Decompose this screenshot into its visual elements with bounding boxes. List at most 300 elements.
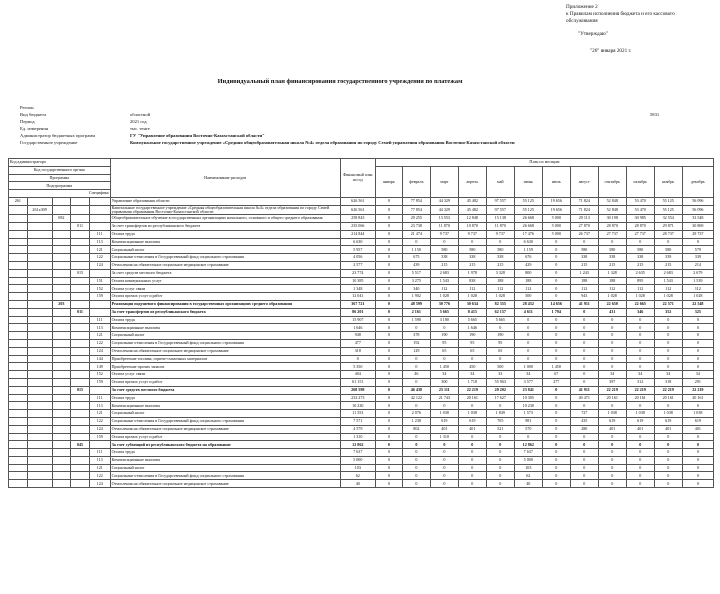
month-value-cell: 3 577 <box>514 378 542 386</box>
month-value-cell: 22 219 <box>626 386 654 394</box>
month-value-cell: 3 328 <box>486 269 514 277</box>
month-value-cell: 0 <box>375 324 402 332</box>
month-value-cell: 1 573 <box>514 410 542 418</box>
code-cell <box>71 464 90 472</box>
code-cell <box>71 277 90 285</box>
code-cell <box>9 347 28 355</box>
month-value-cell: 0 <box>570 378 598 386</box>
code-cell: 015 <box>71 386 90 394</box>
expense-name-cell: Управление образования области <box>110 197 340 205</box>
month-value-cell: 0 <box>542 269 570 277</box>
month-value-cell: 1 000 <box>514 363 542 371</box>
annual-total-cell: 11 553 <box>340 410 375 418</box>
code-cell <box>52 371 71 379</box>
annual-total-cell: 1 310 <box>340 433 375 441</box>
code-cell <box>9 300 28 308</box>
table-row <box>9 205 714 214</box>
code-cell <box>27 347 52 355</box>
code-cell <box>9 472 28 480</box>
month-value-cell: 0 <box>375 456 402 464</box>
month-value-cell: 0 <box>542 425 570 433</box>
annual-total-cell: 12 862 <box>340 441 375 449</box>
code-cell <box>27 293 52 301</box>
code-cell <box>71 456 90 464</box>
code-cell: 011 <box>71 308 90 316</box>
code-cell <box>9 339 28 347</box>
month-value-cell: 6 630 <box>514 238 542 246</box>
month-value-cell: 0 <box>626 480 654 488</box>
month-value-cell: 0 <box>682 441 713 449</box>
meta-value: областной <box>130 112 151 117</box>
code-cell <box>71 300 90 308</box>
month-value-cell: 0 <box>570 371 598 379</box>
month-value-cell: 19 656 <box>542 205 570 214</box>
month-value-cell: 0 <box>375 386 402 394</box>
month-value-cell: 0 <box>626 238 654 246</box>
expense-name-cell: Оплата коммунальных услуг <box>110 277 340 285</box>
annual-total-cell: 7 571 <box>340 417 375 425</box>
month-value-cell: 0 <box>375 269 402 277</box>
month-value-cell: 77 854 <box>402 205 430 214</box>
code-cell <box>89 215 110 223</box>
code-cell <box>71 197 90 205</box>
month-value-cell: 0 <box>654 238 682 246</box>
code-cell <box>9 410 28 418</box>
month-value-cell: 1 539 <box>682 277 713 285</box>
month-value-cell: 112 <box>626 285 654 293</box>
expense-name-cell: Оплата прочих услуг и работ <box>110 378 340 386</box>
code-cell <box>27 386 52 394</box>
month-value-cell: 13 553 <box>430 215 458 223</box>
header-month-11: ноябрь <box>654 166 682 197</box>
month-value-cell: 55 125 <box>654 205 682 214</box>
month-value-cell: 0 <box>570 363 598 371</box>
code-cell <box>52 410 71 418</box>
meta-value: тыс. тенге <box>130 126 150 131</box>
month-value-cell: 0 <box>375 261 402 269</box>
code-cell <box>27 285 52 293</box>
month-value-cell: 0 <box>654 433 682 441</box>
month-value-cell: 0 <box>375 293 402 301</box>
code-cell <box>71 261 90 269</box>
expense-name-cell: За счет трансфертов из республиканского бюджета <box>110 308 340 316</box>
month-value-cell: 215 <box>598 261 626 269</box>
month-value-cell: 15 138 <box>486 215 514 223</box>
month-value-cell: 30 634 <box>458 300 486 308</box>
month-value-cell: 27 737 <box>626 230 654 238</box>
month-value-cell: 0 <box>375 246 402 254</box>
month-value-cell: 312 <box>626 378 654 386</box>
code-cell <box>27 300 52 308</box>
code-cell <box>71 417 90 425</box>
month-value-cell: 0 <box>542 238 570 246</box>
header-month-4: апрель <box>458 166 486 197</box>
code-cell <box>9 402 28 410</box>
month-value-cell: 346 <box>626 308 654 316</box>
month-value-cell: 580 <box>654 246 682 254</box>
month-value-cell: 1 038 <box>626 410 654 418</box>
expense-name-cell: Оплата труда <box>110 316 340 324</box>
month-value-cell: 0 <box>542 441 570 449</box>
month-value-cell: 0 <box>430 472 458 480</box>
expense-name-cell: Общеобразовательное обучение в государственных организациях начального, основного и общего среднего образования <box>110 215 340 223</box>
annual-total-cell: 626 561 <box>340 197 375 205</box>
month-value-cell: 0 <box>598 339 626 347</box>
month-value-cell: 112 <box>458 285 486 293</box>
month-value-cell: 401 <box>598 425 626 433</box>
header-month-5: май <box>486 166 514 197</box>
month-value-cell: 56 096 <box>682 205 713 214</box>
code-cell <box>9 246 28 254</box>
table-row <box>9 215 714 223</box>
month-value-cell: 0 <box>542 246 570 254</box>
code-cell: 124 <box>89 347 110 355</box>
code-cell <box>27 215 52 223</box>
month-value-cell: 0 <box>486 480 514 488</box>
month-value-cell: 22 219 <box>458 386 486 394</box>
month-value-cell: 1 038 <box>654 410 682 418</box>
month-value-cell: 0 <box>682 402 713 410</box>
month-value-cell: 1 159 <box>514 246 542 254</box>
month-value-cell: 0 <box>430 238 458 246</box>
month-value-cell: 0 <box>486 472 514 480</box>
header-month-3: март <box>430 166 458 197</box>
month-value-cell: 215 <box>486 261 514 269</box>
month-value-cell: 1 902 <box>402 293 430 301</box>
month-value-cell: 0 <box>458 472 486 480</box>
month-value-cell: 0 <box>570 347 598 355</box>
month-value-cell: 0 <box>570 308 598 316</box>
code-cell <box>52 230 71 238</box>
month-value-cell: 34 <box>682 371 713 379</box>
meta-key: Период <box>20 119 35 124</box>
month-value-cell: 0 <box>430 456 458 464</box>
month-value-cell: 5 665 <box>486 316 514 324</box>
header-specifics: Специфика <box>9 190 111 198</box>
month-value-cell: 215 <box>570 261 598 269</box>
month-value-cell: 0 <box>458 480 486 488</box>
month-value-cell: 0 <box>514 355 542 363</box>
month-value-cell: 0 <box>682 363 713 371</box>
code-cell <box>52 254 71 262</box>
month-value-cell: 29 871 <box>654 222 682 230</box>
meta-key: Ед. измерения <box>20 126 48 131</box>
month-value-cell: 1 328 <box>598 269 626 277</box>
month-value-cell: 0 <box>514 316 542 324</box>
month-value-cell: 34 <box>458 371 486 379</box>
expense-name-cell: Отчисления на обязательное социальное медицинское страхование <box>110 425 340 433</box>
month-value-cell: 190 <box>486 332 514 340</box>
code-cell <box>27 277 52 285</box>
month-value-cell: 0 <box>598 355 626 363</box>
month-value-cell: 439 <box>402 261 430 269</box>
code-cell: 111 <box>89 449 110 457</box>
month-value-cell: 4 611 <box>514 308 542 316</box>
table-row <box>9 386 714 394</box>
month-value-cell: 340 <box>402 285 430 293</box>
code-cell: 151 <box>89 277 110 285</box>
month-value-cell: 41 911 <box>570 300 598 308</box>
month-value-cell: 338 <box>626 254 654 262</box>
annual-total-cell: 258 843 <box>340 215 375 223</box>
month-value-cell: 0 <box>654 339 682 347</box>
code-cell <box>89 300 110 308</box>
annual-total-cell: 1 348 <box>340 285 375 293</box>
table-row <box>9 464 714 472</box>
code-cell <box>71 324 90 332</box>
month-value-cell: 0 <box>430 441 458 449</box>
code-cell <box>27 308 52 316</box>
month-value-cell: 0 <box>542 293 570 301</box>
month-value-cell: 580 <box>598 246 626 254</box>
code-cell <box>52 363 71 371</box>
code-cell: 113 <box>89 456 110 464</box>
month-value-cell: 5 665 <box>458 316 486 324</box>
table-row <box>9 277 714 285</box>
month-value-cell: 95 <box>430 339 458 347</box>
code-cell <box>52 222 71 230</box>
month-value-cell: 29 255 <box>402 215 430 223</box>
table-row <box>9 339 714 347</box>
month-value-cell: 0 <box>375 308 402 316</box>
code-cell: 261 <box>9 197 28 205</box>
meta-key: Вид бюджета <box>20 112 47 117</box>
month-value-cell: 0 <box>486 449 514 457</box>
month-value-cell: 8 415 <box>458 308 486 316</box>
month-value-cell: 0 <box>682 472 713 480</box>
month-value-cell: 0 <box>626 402 654 410</box>
meta-row <box>20 111 710 118</box>
code-cell: 122 <box>89 254 110 262</box>
code-cell <box>27 339 52 347</box>
table-row <box>9 441 714 449</box>
approval-block <box>566 4 716 55</box>
code-cell <box>71 293 90 301</box>
month-value-cell: 2 076 <box>402 410 430 418</box>
code-cell: 111 <box>89 230 110 238</box>
month-value-cell: 0 <box>458 355 486 363</box>
meta-row <box>20 118 710 125</box>
month-value-cell: 338 <box>598 254 626 262</box>
annual-total-cell: 23 774 <box>340 269 375 277</box>
month-value-cell: 580 <box>486 246 514 254</box>
month-value-cell: 5 000 <box>514 456 542 464</box>
month-value-cell: 397 <box>598 378 626 386</box>
code-cell: 144 <box>89 355 110 363</box>
month-value-cell: 0 <box>598 456 626 464</box>
code-cell: 082 <box>52 215 71 223</box>
month-value-cell: 0 <box>514 324 542 332</box>
month-value-cell: 29 113 <box>570 215 598 223</box>
month-value-cell: 129 <box>402 347 430 355</box>
month-value-cell: 0 <box>542 394 570 402</box>
annual-total-cell: 318 <box>340 347 375 355</box>
month-value-cell: 22 665 <box>626 300 654 308</box>
month-value-cell: 0 <box>486 402 514 410</box>
table-row <box>9 456 714 464</box>
meta-value <box>130 104 710 111</box>
code-cell <box>9 332 28 340</box>
month-value-cell: 0 <box>402 238 430 246</box>
month-value-cell: 28 737 <box>654 230 682 238</box>
month-value-cell: 22 219 <box>598 386 626 394</box>
month-value-cell: 0 <box>654 324 682 332</box>
month-value-cell: 0 <box>375 277 402 285</box>
month-value-cell: 318 <box>654 378 682 386</box>
month-value-cell: 0 <box>542 254 570 262</box>
month-value-cell: 0 <box>542 472 570 480</box>
annual-total-cell: 86 201 <box>340 308 375 316</box>
code-cell: 121 <box>89 246 110 254</box>
expense-name-cell: За счет средств местного бюджета <box>110 269 340 277</box>
month-value-cell: 112 <box>682 285 713 293</box>
month-value-cell: 0 <box>626 472 654 480</box>
month-value-cell: 0 <box>682 332 713 340</box>
month-value-cell: 1 028 <box>626 293 654 301</box>
code-cell <box>9 205 28 214</box>
month-value-cell: 20 161 <box>682 394 713 402</box>
month-value-cell: 103 <box>514 464 542 472</box>
month-value-cell: 5 000 <box>542 215 570 223</box>
month-value-cell: 981 <box>514 417 542 425</box>
month-value-cell: 0 <box>598 332 626 340</box>
table-row <box>9 332 714 340</box>
code-cell <box>9 394 28 402</box>
code-cell <box>9 441 28 449</box>
code-cell <box>52 316 71 324</box>
annual-total-cell: 10 230 <box>340 402 375 410</box>
month-value-cell: 20 161 <box>654 394 682 402</box>
meta-key: Государственное учреждение <box>20 140 78 145</box>
code-cell: 113 <box>89 324 110 332</box>
month-value-cell: 1 028 <box>430 293 458 301</box>
annual-total-cell: 1 646 <box>340 324 375 332</box>
code-cell: 122 <box>89 417 110 425</box>
month-value-cell: 215 <box>654 261 682 269</box>
code-cell <box>71 449 90 457</box>
month-value-cell: 0 <box>626 355 654 363</box>
month-value-cell: 1 450 <box>542 363 570 371</box>
month-value-cell: 55 963 <box>486 378 514 386</box>
annual-total-cell: 15 907 <box>340 316 375 324</box>
expense-name-cell: Приобретение топлива, горюче-смазочных материалов <box>110 355 340 363</box>
month-value-cell: 675 <box>402 254 430 262</box>
code-cell: 121 <box>89 410 110 418</box>
month-value-cell: 0 <box>375 355 402 363</box>
code-cell <box>9 222 28 230</box>
month-value-cell: 5 517 <box>402 269 430 277</box>
header-program: Программа <box>9 174 111 182</box>
code-cell: 124 <box>89 261 110 269</box>
month-value-cell: 0 <box>402 449 430 457</box>
month-value-cell: 401 <box>430 425 458 433</box>
table-row <box>9 449 714 457</box>
month-value-cell: 0 <box>570 402 598 410</box>
expense-name-cell: Социальный налог <box>110 464 340 472</box>
month-value-cell: 12 862 <box>514 441 542 449</box>
month-value-cell: 435 <box>570 417 598 425</box>
month-value-cell: 21 474 <box>402 230 430 238</box>
code-cell <box>27 238 52 246</box>
expense-name-cell: Компенсационные выплаты <box>110 402 340 410</box>
month-value-cell: 0 <box>570 339 598 347</box>
month-value-cell: 62 157 <box>486 308 514 316</box>
month-value-cell: 0 <box>654 472 682 480</box>
month-value-cell: 0 <box>486 324 514 332</box>
expense-name-cell: Оплата прочих услуг и работ <box>110 433 340 441</box>
month-value-cell: 215 <box>458 261 486 269</box>
code-cell <box>9 417 28 425</box>
approval-date: "26" января 2021 г. <box>590 48 632 54</box>
month-value-cell: 22 548 <box>682 300 713 308</box>
month-value-cell: 0 <box>375 230 402 238</box>
month-value-cell: 727 <box>570 410 598 418</box>
month-value-cell: 0 <box>626 347 654 355</box>
month-value-cell: 579 <box>682 246 713 254</box>
expense-name-cell: Социальный налог <box>110 332 340 340</box>
table-row <box>9 371 714 379</box>
month-value-cell: 190 <box>430 332 458 340</box>
code-cell <box>52 246 71 254</box>
month-value-cell: 0 <box>402 378 430 386</box>
month-value-cell: 1 038 <box>458 410 486 418</box>
month-value-cell: 0 <box>458 441 486 449</box>
month-value-cell: 0 <box>598 347 626 355</box>
month-value-cell: 1 450 <box>430 363 458 371</box>
code-cell <box>71 355 90 363</box>
month-value-cell: 0 <box>458 464 486 472</box>
month-value-cell: 188 <box>486 277 514 285</box>
code-cell <box>52 308 71 316</box>
month-value-cell: 0 <box>458 402 486 410</box>
code-cell <box>71 285 90 293</box>
month-value-cell: 2 683 <box>654 269 682 277</box>
expense-name-cell: Компенсационные выплаты <box>110 238 340 246</box>
month-value-cell: 1 028 <box>654 293 682 301</box>
expense-name-cell: Оплата прочих услуг и работ <box>110 293 340 301</box>
month-value-cell: 112 <box>654 285 682 293</box>
code-cell <box>27 316 52 324</box>
code-cell <box>52 269 71 277</box>
month-value-cell: 0 <box>430 449 458 457</box>
month-value-cell: 580 <box>430 246 458 254</box>
meta-row <box>20 125 710 132</box>
month-value-cell: 619 <box>654 417 682 425</box>
month-value-cell: 0 <box>375 472 402 480</box>
month-value-cell: 0 <box>682 449 713 457</box>
table-row <box>9 417 714 425</box>
annual-total-cell: 5 350 <box>340 363 375 371</box>
table-row <box>9 261 714 269</box>
code-cell <box>52 394 71 402</box>
month-value-cell: 0 <box>375 394 402 402</box>
month-value-cell: 0 <box>402 355 430 363</box>
month-value-cell: 11 870 <box>486 222 514 230</box>
expense-name-cell: Социальные отчисления в Государственный фонд социального страхования <box>110 472 340 480</box>
code-cell <box>9 378 28 386</box>
month-value-cell: 619 <box>626 417 654 425</box>
month-value-cell: 65 <box>486 347 514 355</box>
table-row <box>9 472 714 480</box>
month-value-cell: 0 <box>542 402 570 410</box>
expense-name-cell: Оплата труда <box>110 394 340 402</box>
month-value-cell: 26 668 <box>514 222 542 230</box>
month-value-cell: 0 <box>598 433 626 441</box>
month-value-cell: 0 <box>682 433 713 441</box>
code-cell <box>89 205 110 214</box>
code-cell <box>52 441 71 449</box>
month-value-cell: 0 <box>626 316 654 324</box>
